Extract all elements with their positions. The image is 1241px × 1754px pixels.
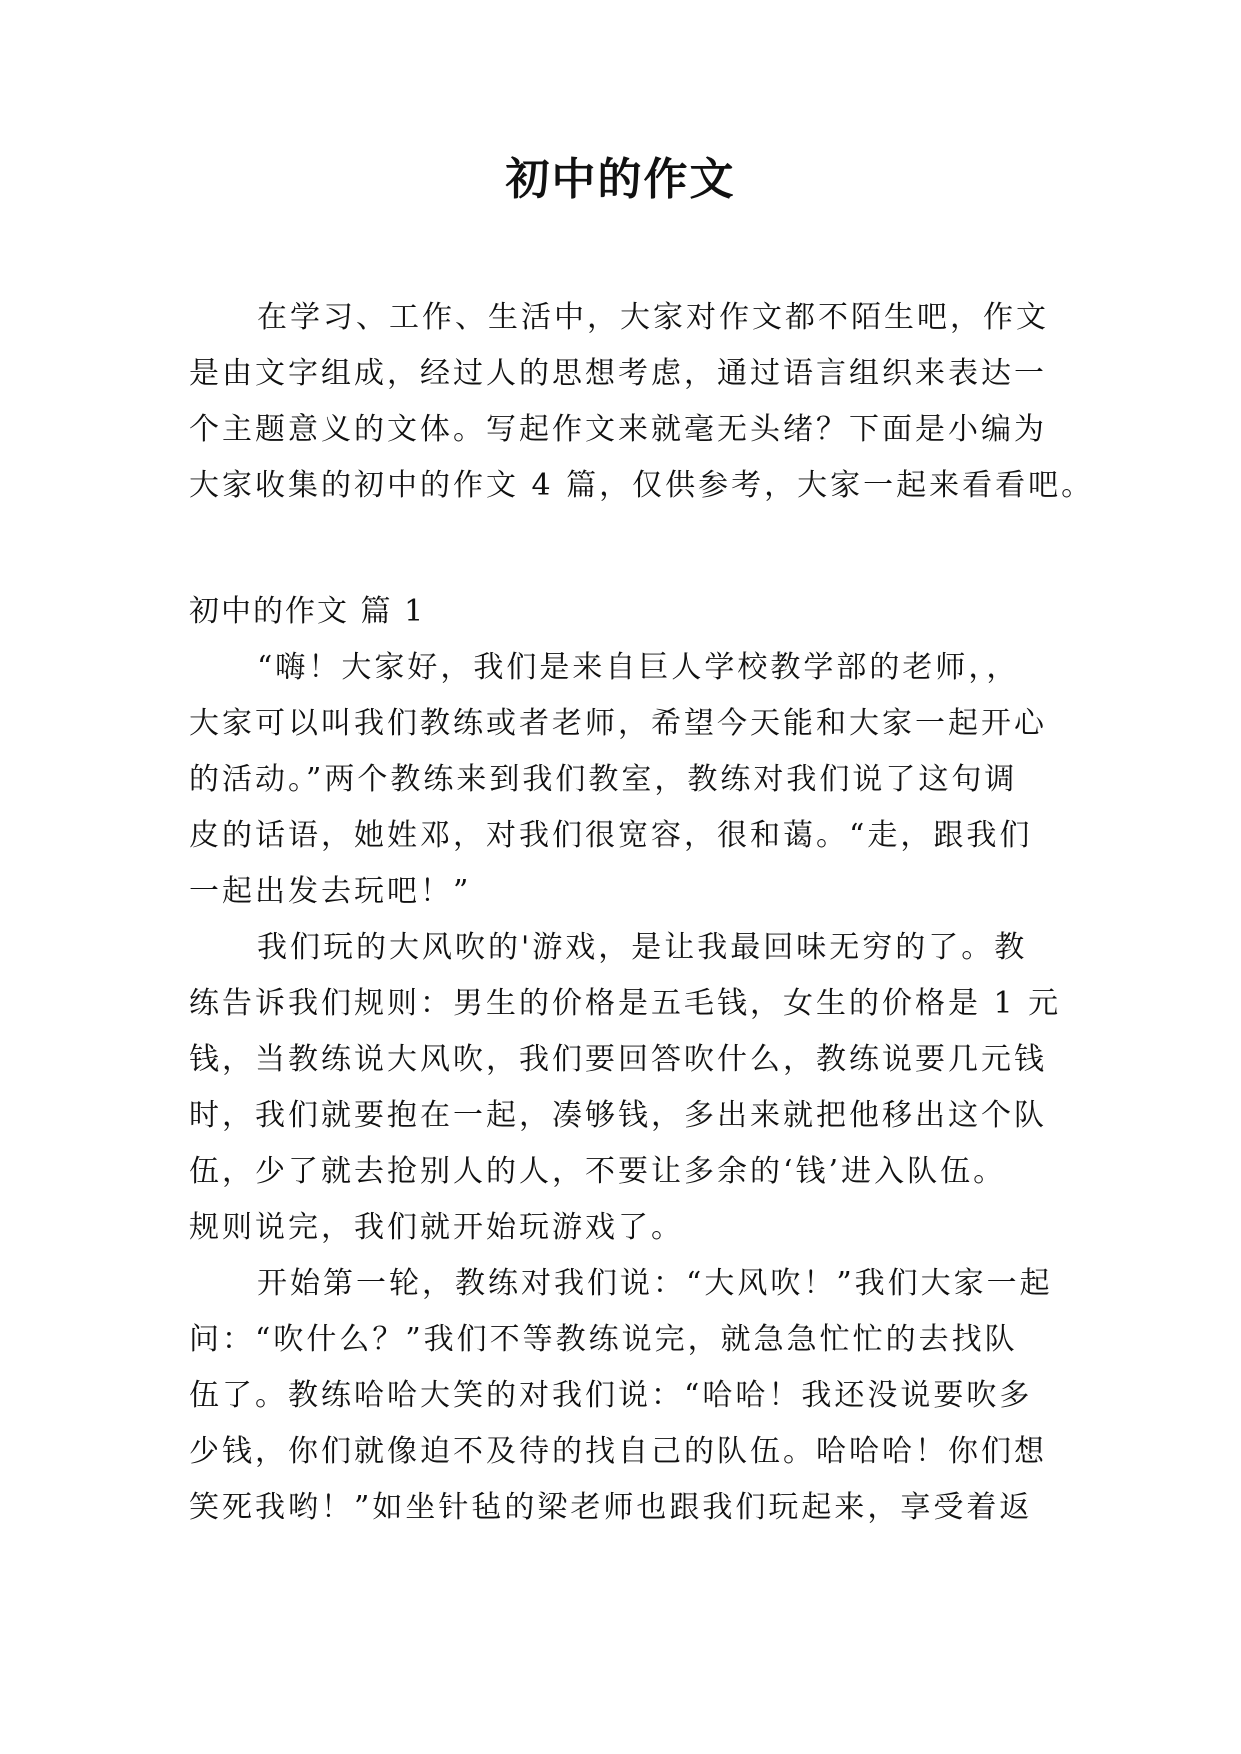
text-line: 开始第一轮，教练对我们说：“大风吹！”我们大家一起 [257,1266,1053,1301]
text-line: 个主题意义的文体。写起作文来就毫无头绪？下面是小编为 [189,412,1047,447]
text-line: 大家收集的初中的作文 4 篇，仅供参考，大家一起来看看吧。 [189,468,1095,503]
text-line: 问：“吹什么？”我们不等教练说完，就急急忙忙的去找队 [189,1322,1018,1357]
intro-paragraph [189,290,1095,514]
text-line: 大家可以叫我们教练或者老师，希望今天能和大家一起开心 [189,706,1047,741]
text-line: 规则说完，我们就开始玩游戏了。 [189,1210,684,1245]
text-line: 皮的话语，她姓邓，对我们很宽容，很和蔼。“走，跟我们 [189,818,1033,853]
text-line: 少钱，你们就像迫不及待的找自己的队伍。哈哈哈！你们想 [189,1434,1047,1469]
text-line: 我们玩的大风吹的'游戏，是让我最回味无穷的了。教 [257,930,1028,965]
text-line: 练告诉我们规则：男生的价格是五毛钱，女生的价格是 1 元 [189,986,1062,1021]
text-line: 一起出发去玩吧！” [189,874,472,909]
text-line: 在学习、工作、生活中，大家对作文都不陌生吧，作文 [257,300,1049,335]
essay-body [189,640,1069,1536]
page-title: 初中的作文 [505,154,736,205]
text-line: “嗨！大家好，我们是来自巨人学校教学部的老师，， [257,650,1020,685]
text-line: 笑死我哟！”如坐针毡的梁老师也跟我们玩起来，享受着返 [189,1490,1033,1525]
text-line: 的活动。”两个教练来到我们教室，教练对我们说了这句调 [189,762,1018,797]
text-line: 伍，少了就去抢别人的人，不要让多余的‘钱’进入队伍。 [189,1154,1007,1189]
text-line: 是由文字组成，经过人的思想考虑，通过语言组织来表达一 [189,356,1047,391]
section-heading: 初中的作文 篇 1 [189,594,426,629]
text-line: 伍了。教练哈哈大笑的对我们说：“哈哈！我还没说要吹多 [189,1378,1033,1413]
text-line: 钱，当教练说大风吹，我们要回答吹什么，教练说要几元钱 [189,1042,1047,1077]
text-line: 时，我们就要抱在一起，凑够钱，多出来就把他移出这个队 [189,1098,1047,1133]
